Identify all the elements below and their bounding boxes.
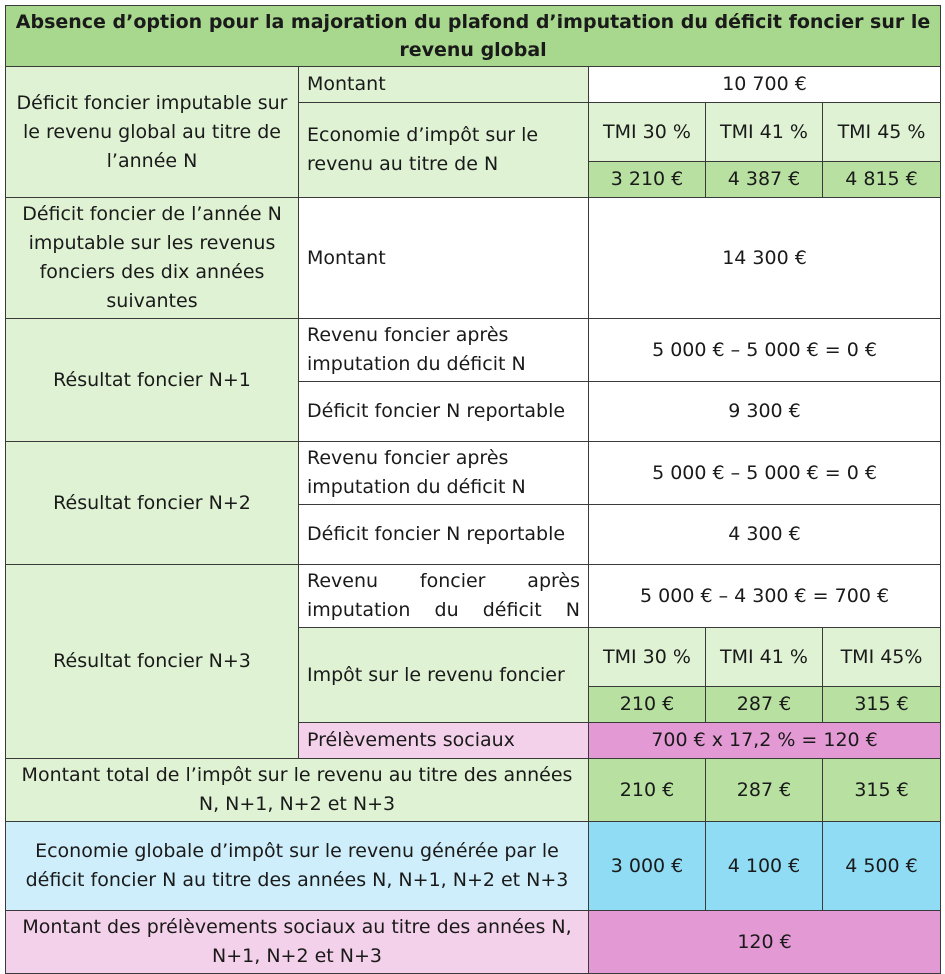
economie-globale-value-30: 3 000 € <box>589 822 706 911</box>
block1-tmi-header-30: TMI 30 % <box>589 103 706 162</box>
n1-deficit-label: Déficit foncier N reportable <box>299 382 589 442</box>
n1-revenu-value: 5 000 € – 5 000 € = 0 € <box>589 319 941 382</box>
total-impot-value-45: 315 € <box>823 759 941 822</box>
block1-economie-label: Economie d’impôt sur le revenu au titre de N <box>299 103 589 198</box>
table-title: Absence d’option pour la majoration du plafond d’imputation du déficit foncier sur le revenu global <box>6 6 941 67</box>
n3-impot-label: Impôt sur le revenu foncier <box>299 628 589 723</box>
n3-tmi-header-41: TMI 41 % <box>706 628 823 687</box>
n3-tmi-header-45: TMI 45% <box>823 628 941 687</box>
prelevements-total-label: Montant des prélèvements sociaux au titre des années N, N+1, N+2 et N+3 <box>6 911 589 974</box>
economie-globale-value-41: 4 100 € <box>706 822 823 911</box>
n1-label: Résultat foncier N+1 <box>6 319 299 442</box>
n2-deficit-label: Déficit foncier N reportable <box>299 505 589 565</box>
total-impot-value-41: 287 € <box>706 759 823 822</box>
total-impot-value-30: 210 € <box>589 759 706 822</box>
n1-revenu-label: Revenu foncier après imputation du déficit N <box>299 319 589 382</box>
deficit-foncier-table <box>5 5 941 974</box>
block1-tmi-value-30: 3 210 € <box>589 162 706 198</box>
total-impot-label: Montant total de l’impôt sur le revenu au titre des années N, N+1, N+2 et N+3 <box>6 759 589 822</box>
n3-revenu-label: Revenu foncier après imputation du déficit N <box>299 565 589 628</box>
block2-montant-label: Montant <box>299 198 589 319</box>
block1-tmi-value-45: 4 815 € <box>823 162 941 198</box>
block1-label: Déficit foncier imputable sur le revenu global au titre de l’année N <box>6 67 299 198</box>
block1-tmi-header-41: TMI 41 % <box>706 103 823 162</box>
n3-label: Résultat foncier N+3 <box>6 565 299 759</box>
n2-revenu-label: Revenu foncier après imputation du déficit N <box>299 442 589 505</box>
n3-prelevements-value: 700 € x 17,2 % = 120 € <box>589 723 941 759</box>
block2-montant-value: 14 300 € <box>589 198 941 319</box>
economie-globale-label: Economie globale d’impôt sur le revenu générée par le déficit foncier N au titre des années N, N+1, N+2 et N+3 <box>6 822 589 911</box>
n2-label: Résultat foncier N+2 <box>6 442 299 565</box>
block2-label: Déficit foncier de l’année N imputable sur les revenus fonciers des dix années suivantes <box>6 198 299 319</box>
n2-revenu-value: 5 000 € – 5 000 € = 0 € <box>589 442 941 505</box>
block1-montant-label: Montant <box>299 67 589 103</box>
n3-prelevements-label: Prélèvements sociaux <box>299 723 589 759</box>
n2-deficit-value: 4 300 € <box>589 505 941 565</box>
n3-tmi-value-30: 210 € <box>589 687 706 723</box>
n3-revenu-value: 5 000 € – 4 300 € = 700 € <box>589 565 941 628</box>
n3-tmi-value-41: 287 € <box>706 687 823 723</box>
block1-tmi-value-41: 4 387 € <box>706 162 823 198</box>
n3-tmi-header-30: TMI 30 % <box>589 628 706 687</box>
prelevements-total-value: 120 € <box>589 911 941 974</box>
block1-tmi-header-45: TMI 45 % <box>823 103 941 162</box>
economie-globale-value-45: 4 500 € <box>823 822 941 911</box>
n1-deficit-value: 9 300 € <box>589 382 941 442</box>
block1-montant-value: 10 700 € <box>589 67 941 103</box>
n3-tmi-value-45: 315 € <box>823 687 941 723</box>
